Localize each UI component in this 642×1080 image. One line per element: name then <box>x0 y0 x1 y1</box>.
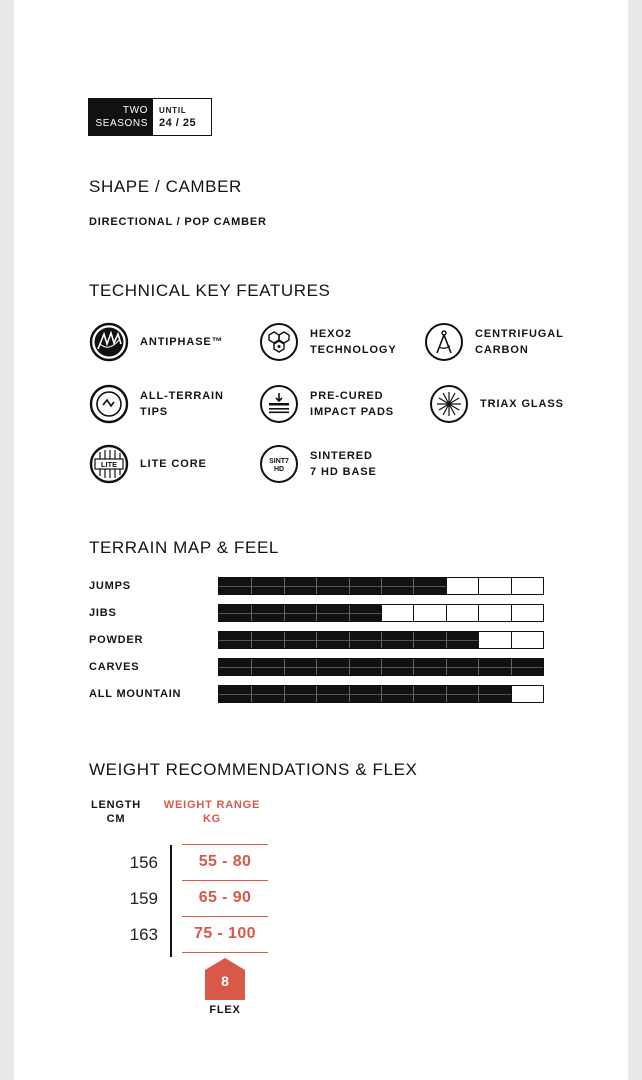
terrain-segment-divider <box>381 605 382 621</box>
feature-hexo2 <box>259 322 397 362</box>
terrain-segment-divider <box>413 659 414 675</box>
terrain-segment-divider <box>446 632 447 648</box>
terrain-segment-divider <box>446 578 447 594</box>
terrain-segment-divider <box>446 686 447 702</box>
flex-badge <box>205 958 245 1000</box>
feature-impact-pads <box>259 384 394 424</box>
terrain-segment-divider <box>511 659 512 675</box>
terrain-label: JUMPS <box>89 580 131 592</box>
terrain-segment-divider <box>349 659 350 675</box>
length-cell: 163 <box>129 925 158 944</box>
weight-range-header <box>160 798 264 826</box>
terrain-segment-divider <box>413 578 414 594</box>
impact-pads-icon <box>259 384 299 424</box>
features-title: TECHNICAL KEY FEATURES <box>89 281 331 300</box>
terrain-segment-divider <box>316 632 317 648</box>
row-separator <box>182 844 268 845</box>
feature-label: ALL-TERRAIN TIPS <box>140 390 224 418</box>
terrain-label: CARVES <box>89 661 140 673</box>
length-header-line1: LENGTH <box>90 799 142 811</box>
weight-range-header-line2: KG <box>202 813 222 825</box>
terrain-segment-divider <box>316 659 317 675</box>
terrain-segment-divider <box>446 605 447 621</box>
terrain-segment-divider <box>478 578 479 594</box>
weight-range-cell: 75 - 100 <box>194 925 256 942</box>
row-separator <box>182 952 268 953</box>
terrain-segment-divider <box>316 686 317 702</box>
feature-label: SINTERED 7 HD BASE <box>310 450 377 478</box>
terrain-row <box>89 685 549 705</box>
weight-range-cell: 65 - 90 <box>198 889 252 906</box>
terrain-segment-divider <box>413 686 414 702</box>
terrain-segment-divider <box>284 578 285 594</box>
length-header <box>88 798 144 826</box>
sintered-icon-text-2: HD <box>273 466 285 473</box>
flex-value: 8 <box>221 973 229 989</box>
terrain-segment-divider <box>349 632 350 648</box>
feature-label: LITE CORE <box>140 458 207 470</box>
terrain-segment-divider <box>381 659 382 675</box>
terrain-title: TERRAIN MAP & FEEL <box>89 538 279 557</box>
terrain-bar <box>218 631 544 649</box>
terrain-segment-divider <box>251 578 252 594</box>
terrain-segment-divider <box>316 578 317 594</box>
season-badge-line1: TWO <box>122 105 148 116</box>
terrain-bar <box>218 658 544 676</box>
terrain-segment-divider <box>284 686 285 702</box>
season-badge-left <box>89 99 153 135</box>
terrain-segment-divider <box>511 686 512 702</box>
terrain-row <box>89 577 549 597</box>
terrain-label: JIBS <box>89 607 117 619</box>
compass-icon <box>424 322 464 362</box>
terrain-row <box>89 631 549 651</box>
terrain-segment-divider <box>349 605 350 621</box>
feature-lite-core <box>89 444 207 484</box>
feature-triax-glass <box>429 384 564 424</box>
weight-title: WEIGHT RECOMMENDATIONS & FLEX <box>89 760 418 779</box>
weight-range-header-line1: WEIGHT RANGE <box>163 799 261 811</box>
terrain-segment-divider <box>478 605 479 621</box>
terrain-segment-divider <box>413 605 414 621</box>
length-cell: 159 <box>129 889 158 908</box>
sintered-base-icon <box>259 444 299 484</box>
season-badge-until: UNTIL <box>159 106 187 115</box>
terrain-segment-divider <box>316 605 317 621</box>
terrain-segment-divider <box>446 659 447 675</box>
season-badge <box>88 98 212 136</box>
length-header-line2: CM <box>106 813 126 825</box>
feature-sintered-base <box>259 444 377 484</box>
terrain-segment-divider <box>349 686 350 702</box>
terrain-bar <box>218 604 544 622</box>
feature-label: ANTIPHASE™ <box>140 336 224 348</box>
terrain-segment-divider <box>251 659 252 675</box>
terrain-segment-divider <box>478 686 479 702</box>
feature-label: HEXO2 TECHNOLOGY <box>310 328 397 356</box>
row-separator <box>182 880 268 881</box>
table-divider <box>170 845 172 957</box>
terrain-segment-divider <box>478 632 479 648</box>
terrain-segment-divider <box>478 659 479 675</box>
feature-label: TRIAX GLASS <box>480 398 564 410</box>
terrain-bar <box>218 577 544 595</box>
terrain-segment-divider <box>284 659 285 675</box>
terrain-label: POWDER <box>89 634 144 646</box>
hexo2-icon <box>259 322 299 362</box>
lite-core-icon-text: LITE <box>100 460 118 470</box>
season-badge-years: 24 / 25 <box>159 117 197 129</box>
length-cell: 156 <box>129 853 158 872</box>
terrain-segment-divider <box>251 632 252 648</box>
terrain-row <box>89 604 549 624</box>
shape-value: DIRECTIONAL / POP CAMBER <box>89 216 267 228</box>
lite-core-icon <box>89 444 129 484</box>
season-badge-right <box>153 99 211 135</box>
terrain-segment-divider <box>381 686 382 702</box>
terrain-segment-divider <box>349 578 350 594</box>
weight-range-cell: 55 - 80 <box>198 853 252 870</box>
feature-antiphase <box>89 322 224 362</box>
terrain-segment-divider <box>381 632 382 648</box>
terrain-bar <box>218 685 544 703</box>
terrain-fill <box>219 605 381 621</box>
terrain-label: ALL MOUNTAIN <box>89 688 182 700</box>
feature-label: CENTRIFUGAL CARBON <box>475 328 564 356</box>
terrain-segment-divider <box>251 686 252 702</box>
terrain-segment-divider <box>284 632 285 648</box>
feature-all-terrain-tips <box>89 384 224 424</box>
season-badge-line2: SEASONS <box>95 118 148 129</box>
triax-glass-icon <box>429 384 469 424</box>
feature-centrifugal-carbon <box>424 322 564 362</box>
terrain-fill <box>219 686 511 702</box>
feature-label: PRE-CURED IMPACT PADS <box>310 390 395 418</box>
spec-card <box>14 0 628 1080</box>
antiphase-icon <box>89 322 129 362</box>
terrain-segment-divider <box>511 605 512 621</box>
row-separator <box>182 916 268 917</box>
terrain-segment-divider <box>381 578 382 594</box>
shape-title: SHAPE / CAMBER <box>89 177 242 196</box>
flex-label: FLEX <box>209 1004 241 1016</box>
terrain-segment-divider <box>511 632 512 648</box>
all-terrain-tips-icon <box>89 384 129 424</box>
terrain-segment-divider <box>251 605 252 621</box>
sintered-icon-text-1: SINT7 <box>269 458 289 465</box>
terrain-fill <box>219 578 446 594</box>
terrain-segment-divider <box>284 605 285 621</box>
terrain-row <box>89 658 549 678</box>
terrain-segment-divider <box>413 632 414 648</box>
terrain-segment-divider <box>511 578 512 594</box>
